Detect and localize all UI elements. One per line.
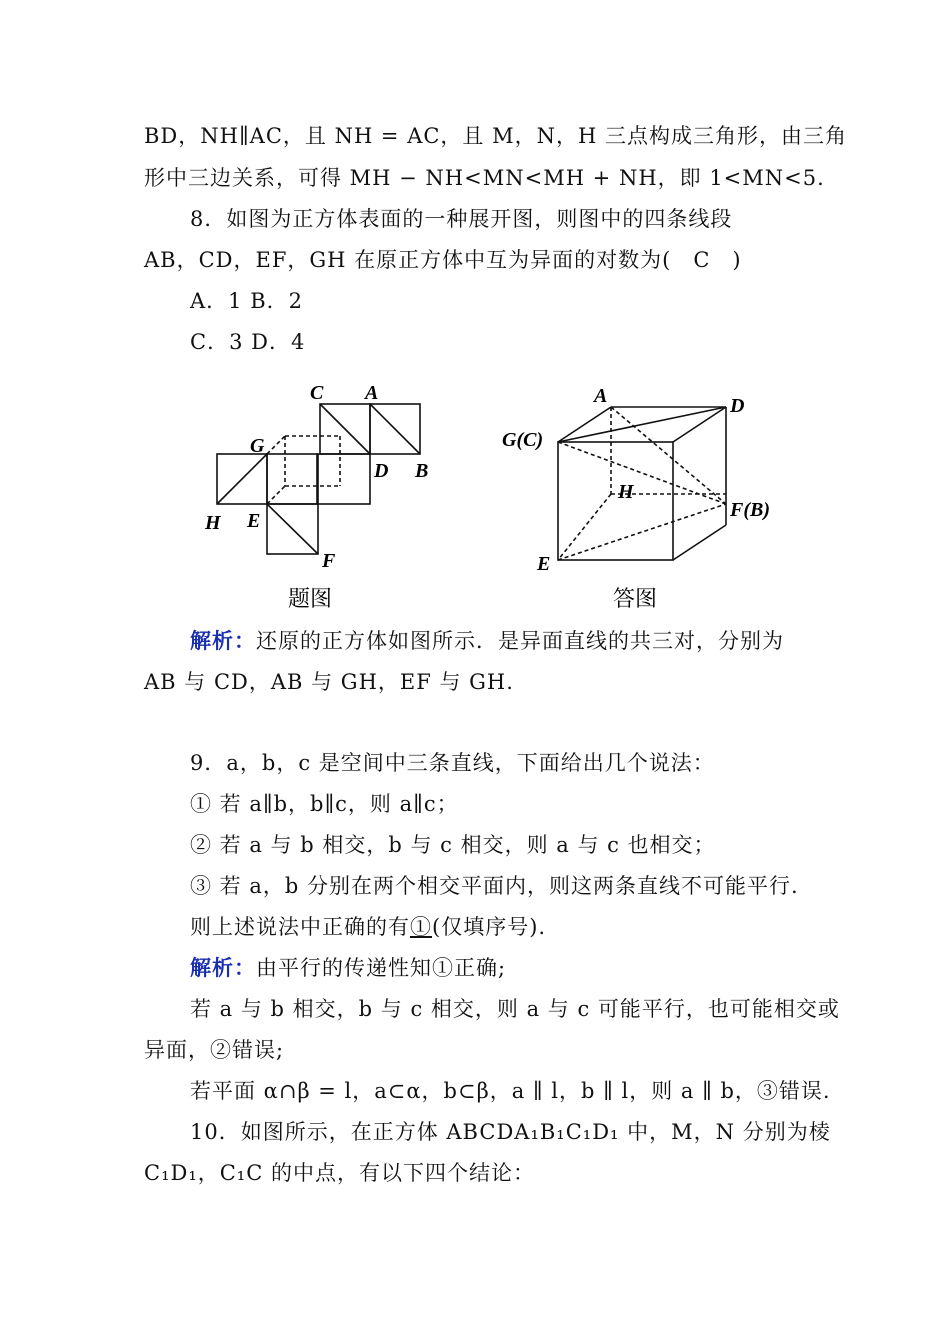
caption-question-figure: 题图 — [288, 587, 333, 612]
text-line — [190, 912, 816, 942]
choices-ab: A．1 B．2 — [190, 289, 303, 313]
choices-cd: C．3 D．4 — [190, 330, 306, 354]
analysis-label: 解析： — [190, 628, 256, 653]
net-label-g: G — [250, 435, 265, 457]
cube-label-e: E — [537, 553, 551, 575]
net-label-c: C — [310, 382, 324, 404]
answer-fill: ① — [410, 915, 432, 939]
text-line: C₁D₁，C₁C 的中点，有以下四个结论： — [144, 1161, 535, 1185]
analysis-text: 还原的正方体如图所示．是异面直线的共三对，分别为 — [256, 629, 784, 653]
statement-1: ① 若 a∥b，b∥c，则 a∥c； — [190, 792, 459, 816]
cube-label-gc: G(C) — [502, 429, 544, 451]
text-line — [190, 626, 816, 656]
cube-label-d: D — [730, 395, 745, 417]
cube-diagram — [558, 407, 726, 560]
cube-label-h: H — [618, 481, 634, 503]
question-10-stem: 10．如图所示，在正方体 ABCDA₁B₁C₁D₁ 中，M，N 分别为棱 — [190, 1120, 831, 1144]
figure-cube-net-and-cube — [190, 374, 810, 624]
cube-label-fb: F(B) — [730, 499, 770, 521]
analysis-label: 解析： — [190, 955, 256, 980]
net-label-f: F — [322, 550, 336, 572]
text-line: 异面，②错误; — [144, 1038, 285, 1062]
net-label-d: D — [374, 460, 389, 482]
question-9-stem: 9．a，b，c 是空间中三条直线，下面给出几个说法： — [190, 751, 715, 775]
net-label-h: H — [205, 512, 221, 534]
net-label-b: B — [415, 460, 429, 482]
text-line: 若平面 α∩β = l，a⊂α，b⊂β，a ∥ l，b ∥ l，则 a ∥ b，③错误. — [190, 1079, 831, 1103]
text-line: AB 与 CD，AB 与 GH，EF 与 GH. — [144, 670, 514, 694]
answer-prefix: 则上述说法中正确的有 — [190, 915, 410, 939]
figure-svg — [190, 374, 810, 624]
analysis-text: 由平行的传递性知①正确; — [256, 956, 507, 980]
text-line: 若 a 与 b 相交，b 与 c 相交，则 a 与 c 可能平行，也可能相交或 — [190, 997, 840, 1021]
text-line: AB，CD，EF，GH 在原正方体中互为异面的对数为( C ) — [144, 248, 742, 272]
answer-suffix: (仅填序号). — [432, 915, 547, 939]
question-8-stem: 8．如图为正方体表面的一种展开图，则图中的四条线段 — [190, 207, 733, 231]
net-label-e: E — [247, 510, 261, 532]
statement-3: ③ 若 a，b 分别在两个相交平面内，则这两条直线不可能平行. — [190, 874, 799, 898]
caption-answer-figure: 答图 — [613, 587, 658, 612]
text-line — [190, 953, 816, 983]
statement-2: ② 若 a 与 b 相交，b 与 c 相交，则 a 与 c 也相交； — [190, 833, 716, 857]
text-line: 形中三边关系，可得 MH − NH<MN<MH + NH，即 1<MN<5. — [144, 166, 825, 190]
net-label-a: A — [365, 382, 379, 404]
text-line: BD，NH∥AC，且 NH = AC，且 M，N，H 三点构成三角形，由三角 — [144, 124, 847, 148]
cube-label-a: A — [594, 385, 608, 407]
